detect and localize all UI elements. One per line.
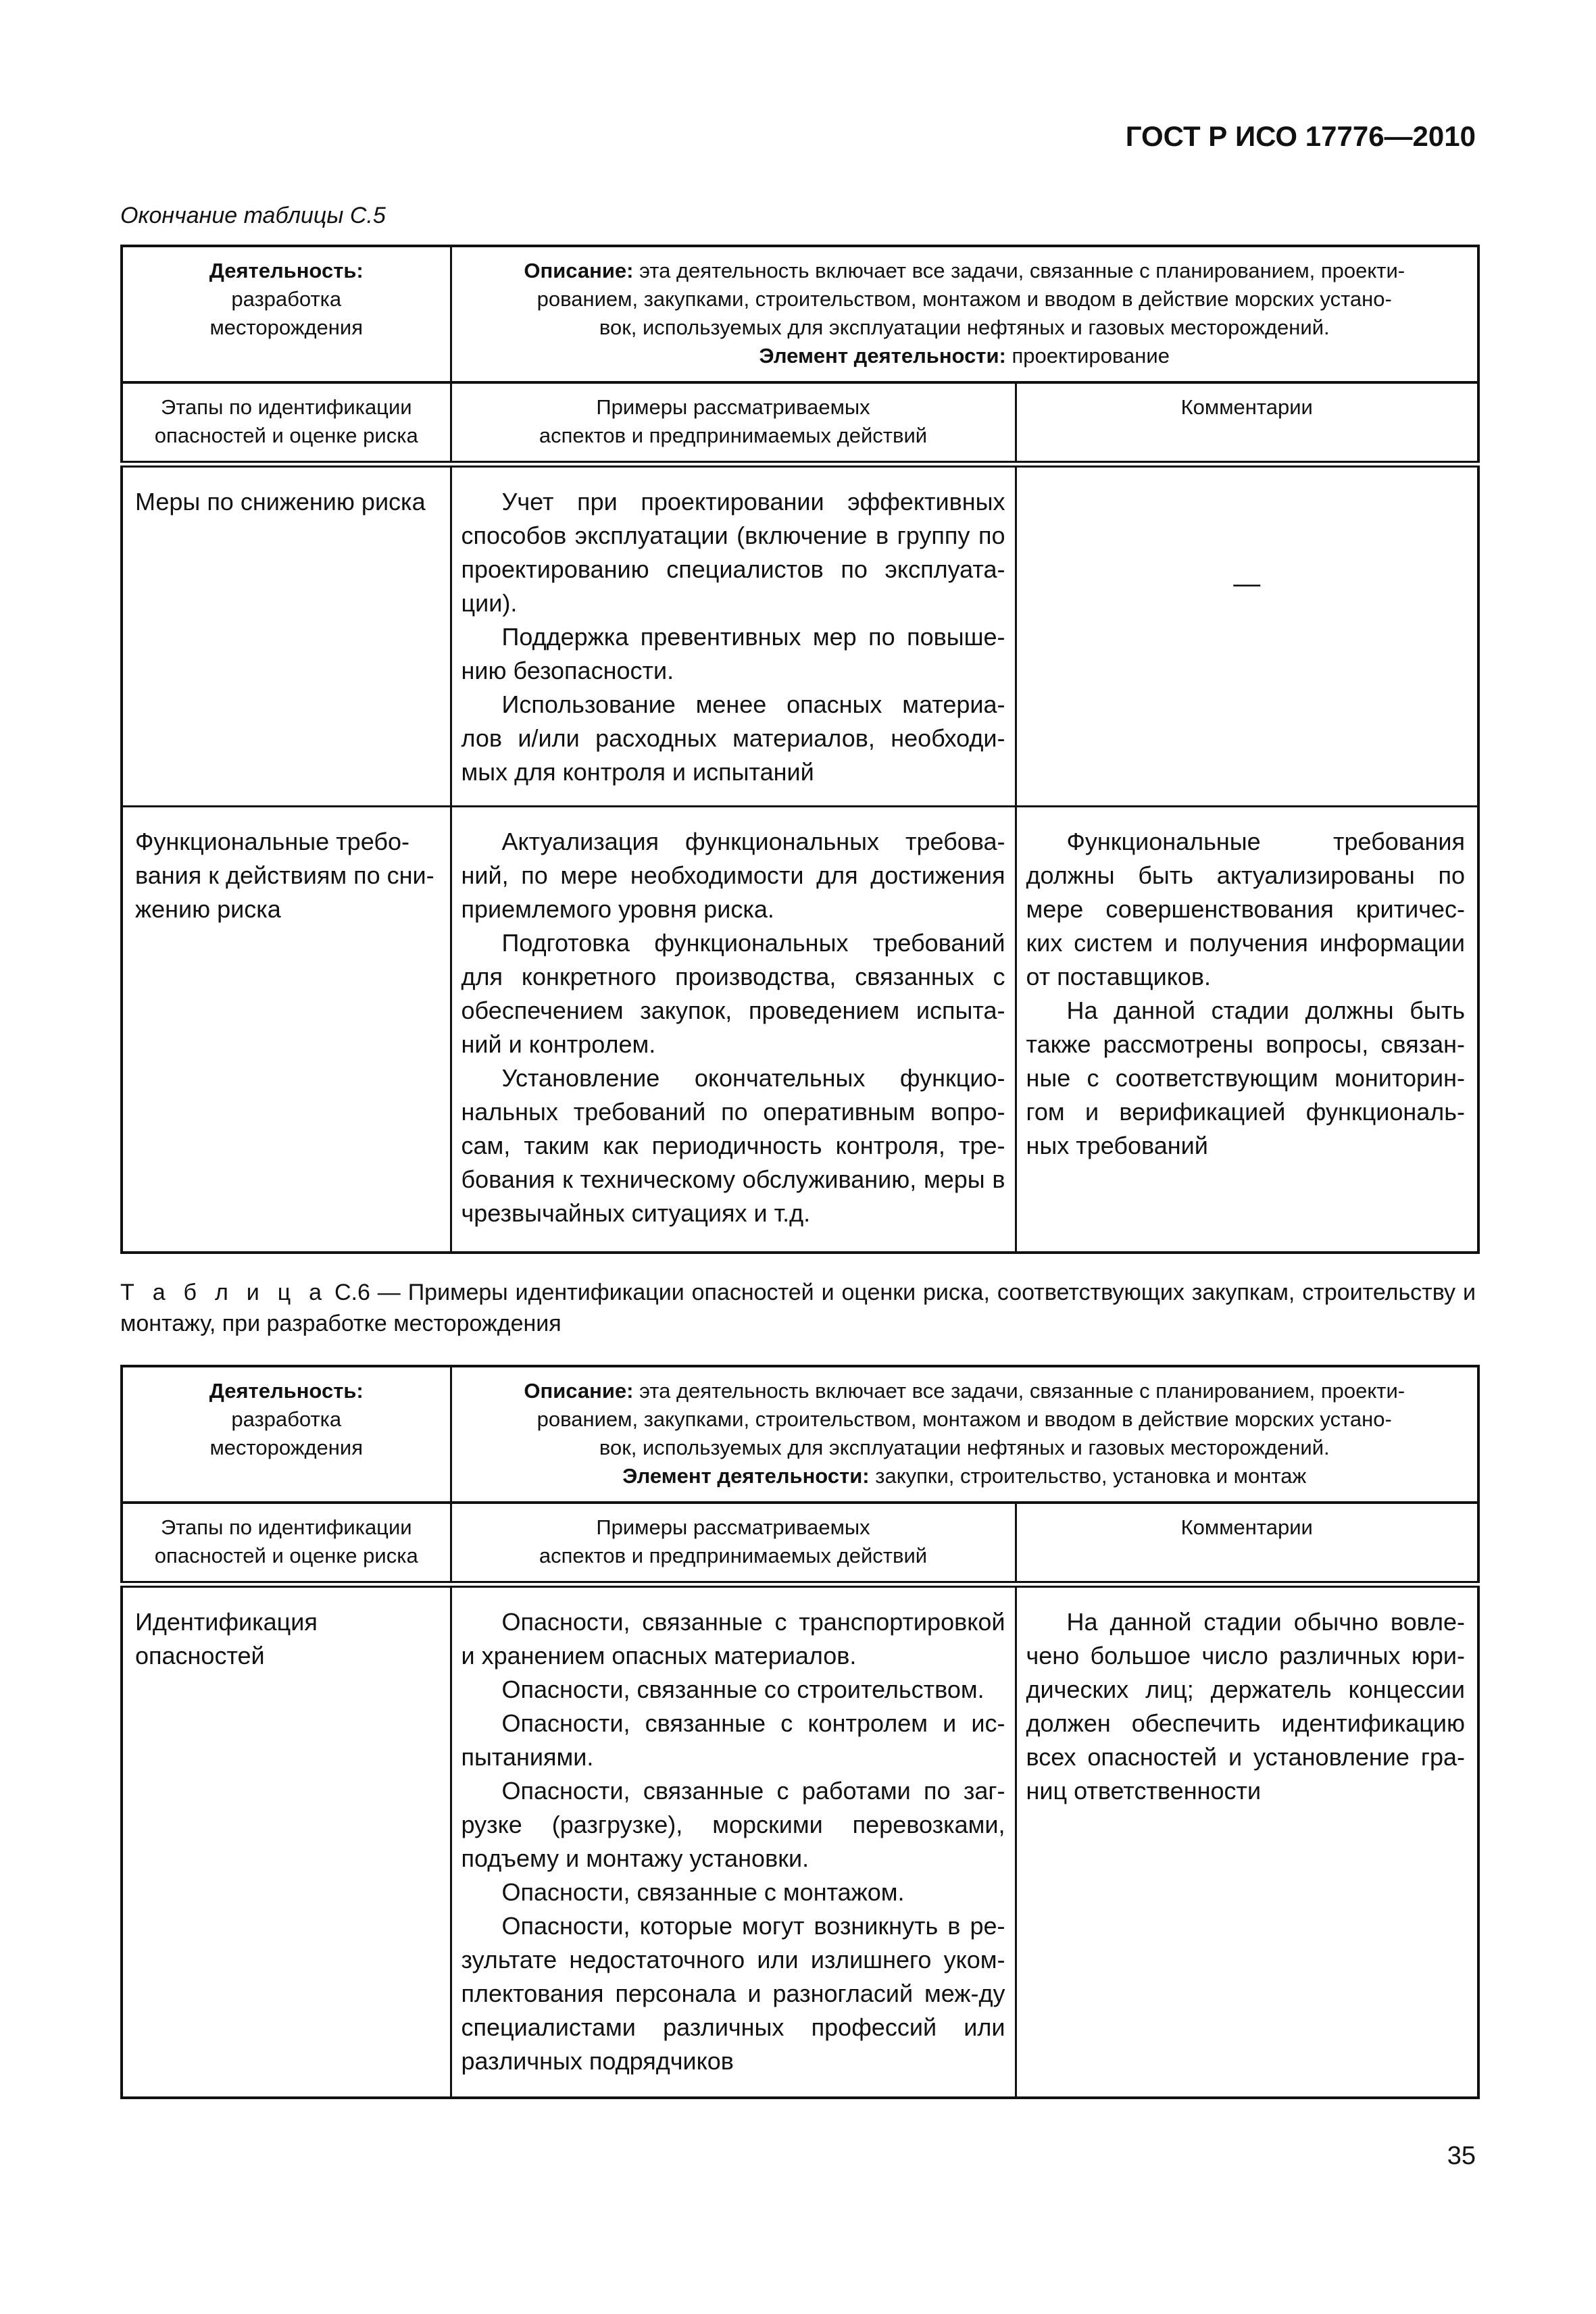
examples-cell (451, 1584, 1016, 2098)
description-text: эта деятельность включает все задачи, связанные с планированием, проекти- (633, 259, 1405, 282)
standard-designation: ГОСТ Р ИСО 17776—2010 (1125, 120, 1476, 152)
description-text: вок, используемых для эксплуатации нефтяных и газовых месторождений. (599, 316, 1330, 339)
description-text: эта деятельность включает все задачи, связанные с планированием, проекти- (633, 1379, 1405, 1403)
comment-cell (1016, 1584, 1478, 2098)
table-row (122, 464, 1478, 807)
column-header-text: аспектов и предпринимаемых действий (539, 424, 928, 447)
element-label: Элемент деятельности: (622, 1464, 870, 1488)
column-header-text: Комментарии (1180, 1515, 1313, 1539)
column-header-text: Комментарии (1180, 395, 1313, 419)
examples-cell (451, 807, 1016, 1253)
table-c6-caption (120, 1277, 1476, 1339)
example-paragraph: Опасности, связанные со строительством. (501, 1676, 984, 1703)
example-paragraph: Опасности, связанные с работами по заг-рузке (разгрузке), морскими перевозками, подъему и монтажу установки. (461, 1777, 1005, 1872)
table-continuation-label: Окончание таблицы С.5 (120, 203, 386, 228)
description-cell (451, 1366, 1478, 1503)
activity-row (122, 1366, 1478, 1503)
element-value: проектирование (1005, 344, 1170, 368)
stage-cell (122, 1584, 451, 2098)
column-header-text: Этапы по идентификации (160, 1515, 412, 1539)
column-header-text: аспектов и предпринимаемых действий (539, 1544, 928, 1567)
example-paragraph: Учет при проектировании эффективных способов эксплуатации (включение в группу по проектированию специалистов по эксплуата-ции). (461, 488, 1005, 617)
example-paragraph: Опасности, которые могут возникнуть в ре-зультате недостаточного или излишнего уком-плектования персонала и разногласий меж-ду специалистами различных профессий или различных подрядчиков (461, 1912, 1005, 2075)
activity-title: Деятельность: (209, 259, 364, 282)
example-paragraph: Поддержка превентивных мер по повыше-нию безопасности. (461, 623, 1005, 684)
column-header-examples (451, 382, 1016, 464)
page-number: 35 (1447, 2142, 1476, 2170)
example-paragraph: Актуализация функциональных требова-ний, по мере необходимости для достижения приемлемого уровня риска. (461, 828, 1005, 923)
activity-value: месторождения (209, 1436, 364, 1459)
column-header-text: Примеры рассматриваемых (596, 395, 870, 419)
column-header-text: опасностей и оценке риска (154, 424, 418, 447)
description-text: рованием, закупками, строительством, монтажом и вводом в действие морских устано- (537, 287, 1392, 311)
comment-cell (1016, 464, 1478, 807)
comment-paragraph: На данной стадии должны быть также рассмотрены вопросы, связан-ные с соответствующим мониторин-гом и верификацией функциональ-ных требований (1026, 997, 1465, 1159)
column-header-row (122, 382, 1478, 464)
column-header-examples (451, 1503, 1016, 1584)
table-c6 (120, 1365, 1480, 2099)
comment-dash: — (1233, 569, 1261, 599)
description-text: вок, используемых для эксплуатации нефтяных и газовых месторождений. (599, 1436, 1330, 1459)
activity-value: разработка (231, 1407, 342, 1431)
stage-cell (122, 464, 451, 807)
example-paragraph: Опасности, связанные с транспортировкой и хранением опасных материалов. (461, 1608, 1005, 1669)
description-label: Описание: (524, 1379, 634, 1403)
element-value: закупки, строительство, установка и монтаж (869, 1464, 1307, 1488)
activity-title: Деятельность: (209, 1379, 364, 1403)
comment-paragraph: На данной стадии обычно вовле-чено большое число различных юри-дических лиц; держатель концессии должен обеспечить идентификацию всех опасностей и установление гра-ниц ответственности (1026, 1608, 1465, 1805)
activity-row (122, 246, 1478, 382)
description-cell (451, 246, 1478, 382)
comment-cell (1016, 807, 1478, 1253)
example-paragraph: Опасности, связанные с монтажом. (501, 1878, 905, 1906)
table-c5 (120, 245, 1480, 1254)
column-header-stages (122, 382, 451, 464)
column-header-text: Этапы по идентификации (160, 395, 412, 419)
example-paragraph: Использование менее опасных материа-лов и/или расходных материалов, необходи-мых для контроля и испытаний (461, 690, 1005, 786)
column-header-stages (122, 1503, 451, 1584)
caption-text: С.6 — Примеры идентификации опасностей и оценки риска, соответствующих закупкам, строительству и монтажу, при разработке месторождения (120, 1280, 1476, 1336)
stage-text: Идентификация опасностей (135, 1608, 318, 1669)
activity-value: разработка (231, 287, 342, 311)
column-header-row (122, 1503, 1478, 1584)
column-header-comments (1016, 1503, 1478, 1584)
caption-prefix: Т а б л и ц а (120, 1280, 328, 1305)
column-header-comments (1016, 382, 1478, 464)
activity-cell (122, 246, 451, 382)
example-paragraph: Опасности, связанные с контролем и ис-пытаниями. (461, 1709, 1005, 1771)
activity-value: месторождения (209, 316, 364, 339)
stage-text: Меры по снижению риска (135, 488, 426, 515)
comment-paragraph: Функциональные требования должны быть актуализированы по мере совершенствования критичес-ких систем и получения информации от поставщиков. (1026, 828, 1465, 990)
table-row (122, 807, 1478, 1253)
examples-cell (451, 464, 1016, 807)
element-label: Элемент деятельности: (759, 344, 1006, 368)
description-label: Описание: (524, 259, 634, 282)
table-row (122, 1584, 1478, 2098)
activity-cell (122, 1366, 451, 1503)
column-header-text: опасностей и оценке риска (154, 1544, 418, 1567)
description-text: рованием, закупками, строительством, монтажом и вводом в действие морских устано- (537, 1407, 1392, 1431)
stage-text: Функциональные требо-вания к действиям по сни-жению риска (135, 828, 434, 923)
example-paragraph: Подготовка функциональных требований для конкретного производства, связанных с обеспечением закупок, проведением испыта-ний и контролем. (461, 929, 1005, 1058)
example-paragraph: Установление окончательных функцио-нальных требований по оперативным вопро-сам, таким как периодичность контроля, тре-бования к техническому обслуживанию, меры в чрезвычайных ситуациях и т.д. (461, 1064, 1005, 1227)
stage-cell (122, 807, 451, 1253)
column-header-text: Примеры рассматриваемых (596, 1515, 870, 1539)
